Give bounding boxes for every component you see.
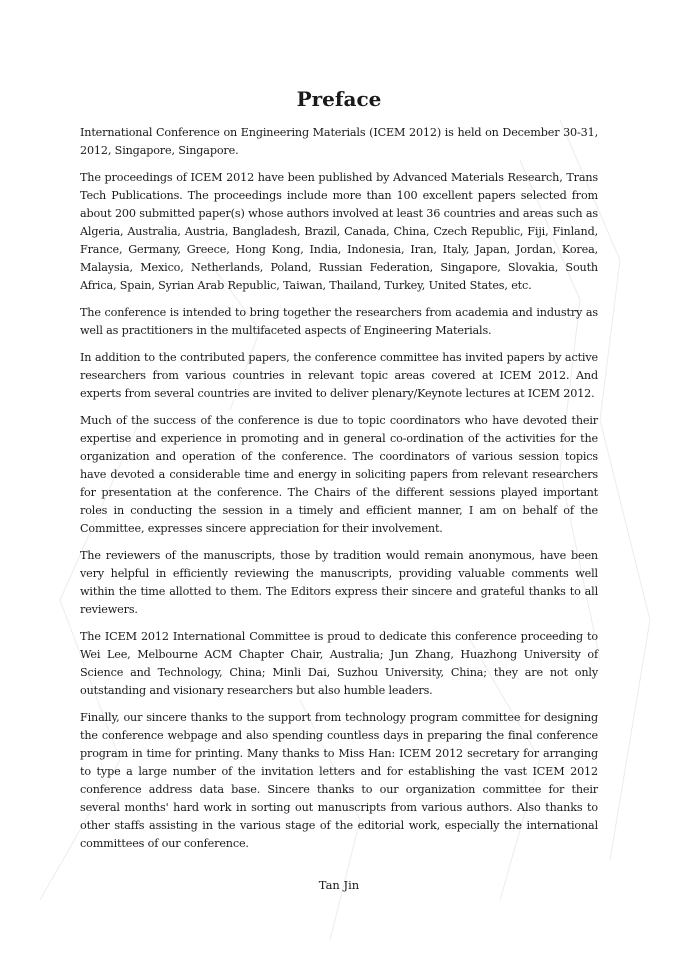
paragraph-acknowledgements: Finally, our sincere thanks to the support from technology program committee for designing the conference webpage and also spending countless days in preparing the final conference program in time for printing. Many thanks to Miss Han: ICEM 2012 secretary for arranging to type a large number of the invitation letters and for establishing the vast ICEM 2012 conference address data base. Sincere thanks to our organization committee for their several months' hard work in sorting out manuscripts from various authors. Also thanks to other staffs assisting in the various stage of the editorial work, especially the international committees of our conference. [80, 711, 598, 850]
page-title: Preface [296, 87, 382, 111]
paragraph-intro: International Conference on Engineering Materials (ICEM 2012) is held on December 30-31, 2012, Singapore, Singapore. [80, 126, 598, 157]
paragraph-reviewers: The reviewers of the manuscripts, those by tradition would remain anonymous, have been very helpful in efficiently reviewing the manuscripts, providing valuable comments well within the time allotted to them. The Editors express their sincere and grateful thanks to all reviewers. [80, 549, 598, 616]
paragraph-proceedings: The proceedings of ICEM 2012 have been published by Advanced Materials Research, Trans Tech Publications. The proceedings include more than 100 excellent papers selected from about 200 submitted paper(s) whose authors involved at least 36 countries and areas such as Algeria, Australia, Austria, Bangladesh, Brazil, Canada, China, Czech Republic, Fiji, Finland, France, Germany, Greece, Hong Kong, India, Indonesia, Iran, Italy, Japan, Jordan, Korea, Malaysia, Mexico, Netherlands, Poland, Russian Federation, Singapore, Slovakia, South Africa, Spain, Syrian Arab Republic, Taiwan, Thailand, Turkey, United States, etc. [80, 171, 598, 292]
paragraph-purpose: The conference is intended to bring together the researchers from academia and industry as well as practitioners in the multifaceted aspects of Engineering Materials. [80, 306, 598, 337]
signature: Tan Jin [318, 878, 360, 892]
paragraph-dedication: The ICEM 2012 International Committee is proud to dedicate this conference proceeding to Wei Lee, Melbourne ACM Chapter Chair, Australia; Jun Zhang, Huazhong University of Science and Technology, China; Minli Dai, Suzhou University, China; they are not only outstanding and visionary researchers but also humble leaders. [80, 630, 598, 697]
document-page [80, 86, 598, 894]
paragraph-coordinators: Much of the success of the conference is due to topic coordinators who have devoted their expertise and experience in promoting and in general co-ordination of the activities for the organization and operation of the conference. The coordinators of various session topics have devoted a considerable time and energy in soliciting papers from relevant researchers for presentation at the conference. The Chairs of the different sessions played important roles in conducting the session in a timely and efficient manner, I am on behalf of the Committee, expresses sincere appreciation for their involvement. [80, 414, 598, 535]
paragraph-invited-papers: In addition to the contributed papers, the conference committee has invited papers by active researchers from various countries in relevant topic areas covered at ICEM 2012. And experts from several countries are invited to deliver plenary/Keynote lectures at ICEM 2012. [80, 351, 598, 400]
